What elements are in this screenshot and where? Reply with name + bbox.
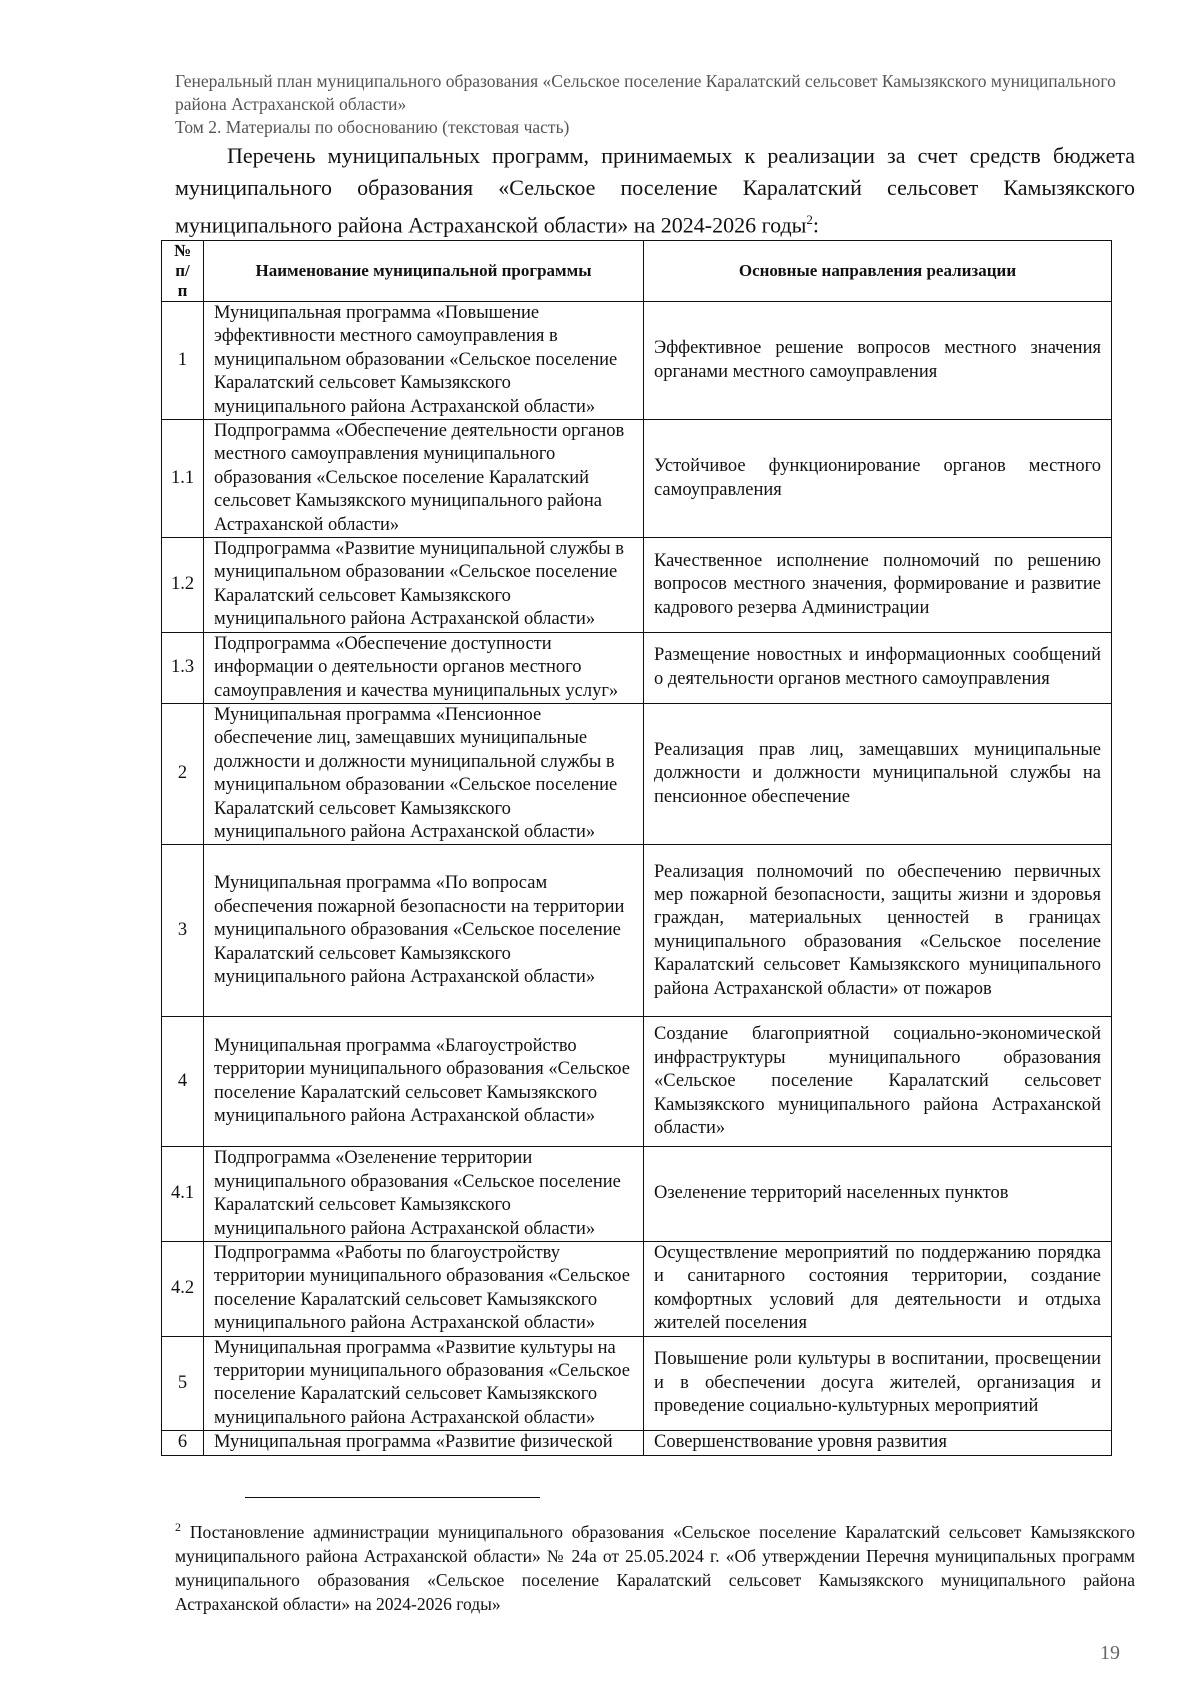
program-name: Муниципальная программа «По вопросам обеспечения пожарной безопасности на территории муниципального образования «Сельское поселение Каралатский сельсовет Камызякского муниципального района Астраханской области» [204,845,644,1017]
caption-colon: : [812,212,820,238]
footnote-text: Постановление администрации муниципального образования «Сельское поселение Каралатский сельсовет Камызякского муниципального района Астраханской области» № 24а от 25.05.2024 г. «Об утверждении Перечня муниципальных программ муниципального образования «Сельское поселение Каралатский сельсовет Камызякского муниципального района Астраханской области» на 2024-2026 годы» [175,1521,1136,1614]
program-direction: Эффективное решение вопросов местного значения органами местного самоуправления [644,302,1112,420]
table-row [162,302,1112,420]
programs-table [161,240,1112,1456]
program-direction: Реализация полномочий по обеспечению первичных мер пожарной безопасности, защиты жизни и здоровья граждан, материальных ценностей в границах муниципального образования «Сельское поселение Каралатский сельсовет Камызякского муниципального района Астраханской области» от пожаров [644,845,1112,1017]
row-number: 5 [162,1336,204,1431]
caption-text: Перечень муниципальных программ, принимаемых к реализации за счет средств бюджета муниципального образования «Сельское поселение Каралатский сельсовет Камызякского муниципального района Астраханской области» на 2024-2026 годы [175,143,1135,238]
program-direction: Устойчивое функционирование органов местного самоуправления [644,420,1112,538]
table-caption [175,140,1135,241]
footnote-reference[interactable]: 2 [806,212,813,227]
program-direction: Качественное исполнение полномочий по решению вопросов местного значения, формирование и развитие кадрового резерва Администрации [644,538,1112,633]
program-name: Подпрограмма «Работы по благоустройству территории муниципального образования «Сельское поселение Каралатский сельсовет Камызякского муниципального района Астраханской области» [204,1241,644,1336]
row-number: 4.2 [162,1241,204,1336]
program-direction: Повышение роли культуры в воспитании, просвещении и в обеспечении досуга жителей, организация и проведение социально-культурных мероприятий [644,1336,1112,1431]
footnote [175,1515,1135,1616]
program-name: Муниципальная программа «Развитие физической [204,1431,644,1455]
program-name: Муниципальная программа «Пенсионное обеспечение лиц, замещавших муниципальные должности и должности муниципальной службы в муниципальном образовании «Сельское поселение Каралатский сельсовет Камызякского муниципального района Астраханской области» [204,703,644,844]
program-name: Подпрограмма «Обеспечение доступности информации о деятельности органов местного самоуправления и качества муниципальных услуг» [204,632,644,703]
row-number: 2 [162,703,204,844]
row-number: 4.1 [162,1147,204,1242]
program-name: Подпрограмма «Озеленение территории муниципального образования «Сельское поселение Каралатский сельсовет Камызякского муниципального района Астраханской области» [204,1147,644,1242]
header-title: Генеральный план муниципального образования «Сельское поселение Каралатский сельсовет Камызякского муниципального района Астраханской области» [175,71,1116,114]
row-number: 4 [162,1017,204,1147]
row-number: 1 [162,302,204,420]
row-number: 1.2 [162,538,204,633]
program-direction: Создание благоприятной социально-экономической инфраструктуры муниципального образования «Сельское поселение Каралатский сельсовет Камызякского муниципального района Астраханской области» [644,1017,1112,1147]
program-name: Муниципальная программа «Повышение эффективности местного самоуправления в муниципальном образовании «Сельское поселение Каралатский сельсовет Камызякского муниципального района Астраханской области» [204,302,644,420]
row-number: 1.1 [162,420,204,538]
table-header-row [162,241,1112,302]
row-number: 1.3 [162,632,204,703]
column-header-direction: Основные направления реализации [644,241,1112,302]
table-row [162,1017,1112,1147]
running-header [175,70,1135,139]
program-name: Муниципальная программа «Благоустройство территории муниципального образования «Сельское поселение Каралатский сельсовет Камызякского муниципального района Астраханской области» [204,1017,644,1147]
column-header-num: № п/п [162,241,204,302]
page-number: 19 [1100,1642,1120,1664]
program-direction: Размещение новостных и информационных сообщений о деятельности органов местного самоуправления [644,632,1112,703]
program-direction: Озеленение территорий населенных пунктов [644,1147,1112,1242]
table-row [162,632,1112,703]
table-row [162,703,1112,844]
column-header-name: Наименование муниципальной программы [204,241,644,302]
row-number: 3 [162,845,204,1017]
program-direction: Совершенствование уровня развития [644,1431,1112,1455]
footnote-separator [245,1497,540,1498]
table-row [162,538,1112,633]
table-row [162,845,1112,1017]
table-row [162,1147,1112,1242]
table-row [162,1241,1112,1336]
footnote-mark: 2 [175,1520,181,1534]
program-name: Подпрограмма «Обеспечение деятельности органов местного самоуправления муниципального образования «Сельское поселение Каралатский сельсовет Камызякского муниципального района Астраханской области» [204,420,644,538]
program-name: Подпрограмма «Развитие муниципальной службы в муниципальном образовании «Сельское поселение Каралатский сельсовет Камызякского муниципального района Астраханской области» [204,538,644,633]
table-row [162,420,1112,538]
header-volume: Том 2. Материалы по обоснованию (текстовая часть) [175,117,570,137]
table-row [162,1431,1112,1455]
table-row [162,1336,1112,1431]
program-direction: Осуществление мероприятий по поддержанию порядка и санитарного состояния территории, создание комфортных условий для деятельности и отдыха жителей поселения [644,1241,1112,1336]
row-number: 6 [162,1431,204,1455]
program-name: Муниципальная программа «Развитие культуры на территории муниципального образования «Сельское поселение Каралатский сельсовет Камызякского муниципального района Астраханской области» [204,1336,644,1431]
program-direction: Реализация прав лиц, замещавших муниципальные должности и должности муниципальной службы на пенсионное обеспечение [644,703,1112,844]
